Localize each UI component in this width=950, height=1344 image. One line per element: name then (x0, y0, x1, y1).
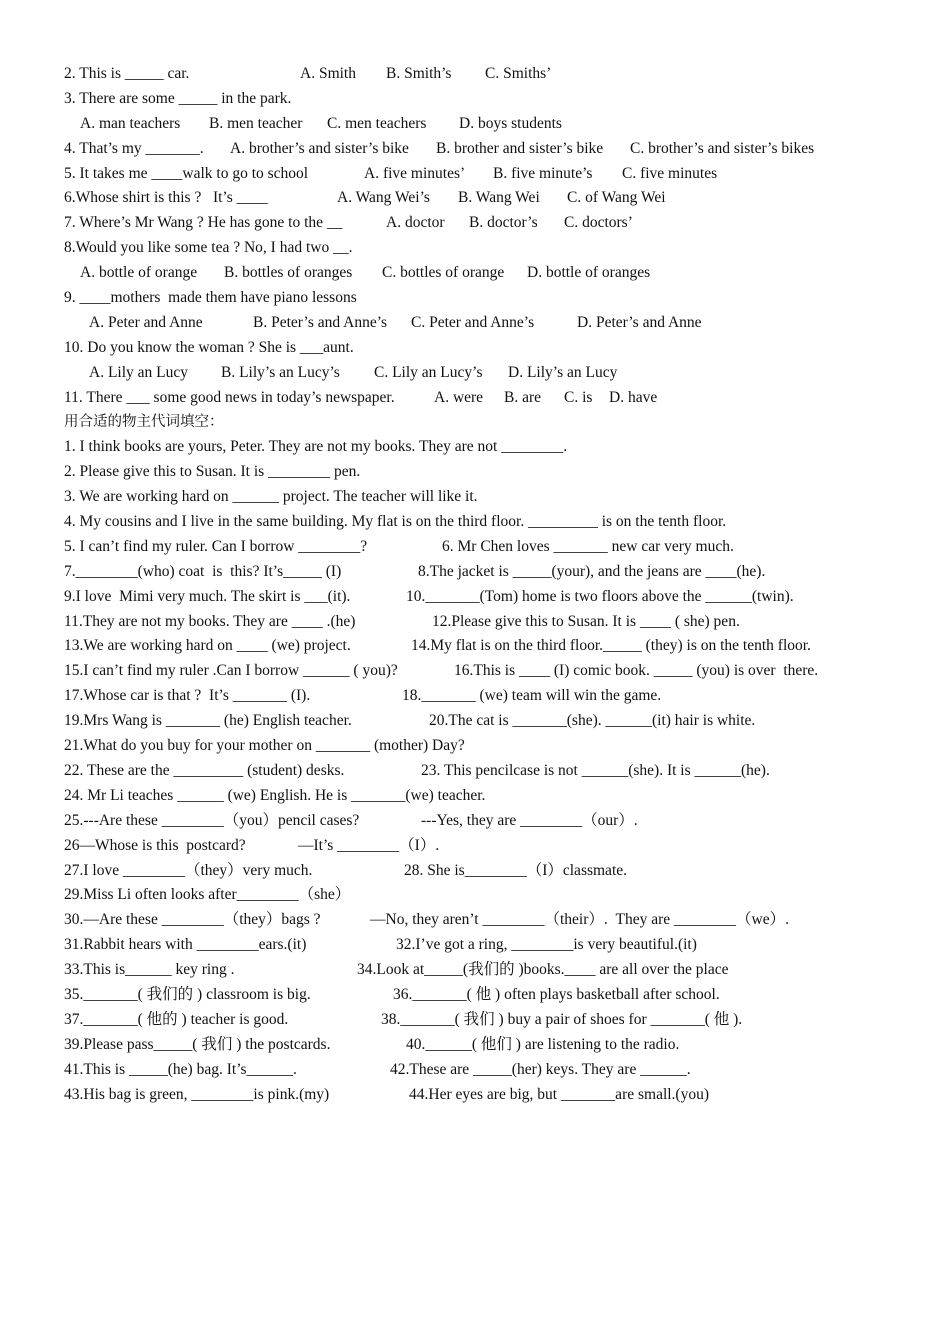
line-q8-options-text-0: A. bottle of orange (80, 264, 198, 282)
line-p27-28-text-0: 27.I love ________（they）very much. (64, 861, 313, 879)
line-q10-text-0: 10. Do you know the woman ? She is ___aunt. (64, 338, 354, 356)
line-p3-text-0: 3. We are working hard on ______ project. The teacher will like it. (64, 488, 478, 506)
line-p26-text-1: —It’s ________（I）. (298, 836, 440, 854)
line-q3-options-text-3: D. boys students (459, 114, 562, 132)
line-section-heading-text-0: 用合适的物主代词填空： (64, 414, 224, 431)
line-p9-10-text-0: 9.I love Mimi very much. The skirt is ___(it). (64, 587, 351, 605)
line-q10-options-text-2: C. Lily an Lucy’s (374, 363, 483, 381)
line-p43-44-text-0: 43.His bag is green, ________is pink.(my) (64, 1085, 330, 1103)
line-p5-6-text-0: 5. I can’t find my ruler. Can I borrow ________? (64, 537, 368, 555)
line-q3-options (64, 112, 924, 137)
line-q11-text-0: 11. There ___ some good news in today’s newspaper. (64, 388, 395, 406)
line-p13-14-text-1: 14.My flat is on the third floor._____ (they) is on the tenth floor. (411, 637, 811, 655)
line-p15-16-text-1: 16.This is ____ (I) comic book. _____ (you) is over there. (454, 662, 819, 680)
line-q5-text-0: 5. It takes me ____walk to go to school (64, 164, 309, 182)
line-p25-text-0: 25.---Are these ________（you）pencil cases? (64, 811, 360, 829)
line-q7-text-3: C. doctors’ (564, 214, 633, 232)
line-p39-40-text-1: 40.______( 他们 ) are listening to the radio. (406, 1035, 680, 1053)
line-p13-14 (64, 634, 924, 659)
line-p21-text-0: 21.What do you buy for your mother on _______ (mother) Day? (64, 737, 465, 755)
line-p13-14-text-0: 13.We are working hard on ____ (we) project. (64, 637, 351, 655)
line-p30-text-1: —No, they aren’t ________（their）. They are ________（we）. (370, 911, 789, 929)
line-q10-options-text-3: D. Lily’s an Lucy (508, 363, 618, 381)
line-q8 (64, 236, 924, 261)
line-p43-44-text-1: 44.Her eyes are big, but _______are small.(you) (409, 1085, 710, 1103)
line-q7 (64, 211, 924, 236)
line-p11-12-text-1: 12.Please give this to Susan. It is ____ ( she) pen. (432, 612, 740, 630)
line-q3-options-text-2: C. men teachers (327, 114, 427, 132)
line-q6-text-0: 6.Whose shirt is this ? It’s ____ (64, 189, 268, 207)
line-p21 (64, 734, 924, 759)
line-p3 (64, 485, 924, 510)
line-p33-34 (64, 958, 924, 983)
line-q5-text-2: B. five minute’s (493, 164, 593, 182)
line-p41-42 (64, 1058, 924, 1083)
line-q7-text-1: A. doctor (386, 214, 445, 232)
line-p11-12 (64, 610, 924, 635)
line-p22-23-text-0: 22. These are the _________ (student) desks. (64, 761, 345, 779)
line-p35-36-text-1: 36._______( 他 ) often plays basketball after school. (393, 985, 720, 1003)
line-q8-options-text-2: C. bottles of orange (382, 264, 505, 282)
line-p37-38 (64, 1008, 924, 1033)
line-p37-38-text-1: 38._______( 我们 ) buy a pair of shoes for _______( 他 ). (381, 1010, 743, 1028)
line-p5-6 (64, 535, 924, 560)
line-q2-text-1: A. Smith (300, 65, 356, 82)
line-q9-options-text-2: C. Peter and Anne’s (411, 313, 535, 331)
line-q4 (64, 137, 924, 162)
line-p17-18-text-0: 17.Whose car is that ? It’s _______ (I). (64, 687, 311, 705)
line-q6 (64, 186, 924, 211)
line-p4 (64, 510, 924, 535)
line-p25 (64, 809, 924, 834)
line-q4-text-0: 4. That’s my _______. (64, 139, 204, 157)
line-p11-12-text-0: 11.They are not my books. They are ____ .(he) (64, 612, 356, 630)
line-q10-options-text-1: B. Lily’s an Lucy’s (221, 363, 340, 381)
line-p24 (64, 784, 924, 809)
line-p17-18 (64, 684, 924, 709)
line-q3 (64, 87, 924, 112)
line-q6-text-2: B. Wang Wei (458, 189, 540, 207)
line-q10-options-text-0: A. Lily an Lucy (89, 363, 189, 381)
line-section-heading (64, 410, 924, 435)
line-p39-40-text-0: 39.Please pass_____( 我们 ) the postcards. (64, 1035, 331, 1053)
line-q2-text-2: B. Smith’s (386, 65, 452, 82)
line-q7-text-0: 7. Where’s Mr Wang ? He has gone to the __ (64, 214, 343, 232)
line-p2 (64, 460, 924, 485)
line-p15-16-text-0: 15.I can’t find my ruler .Can I borrow ______ ( you)? (64, 662, 398, 680)
line-q9-options-text-0: A. Peter and Anne (89, 313, 203, 331)
line-q6-text-3: C. of Wang Wei (567, 189, 666, 207)
line-p9-10-text-1: 10._______(Tom) home is two floors above the ______(twin). (406, 587, 794, 605)
line-q9-options-text-3: D. Peter’s and Anne (577, 313, 702, 331)
line-p43-44 (64, 1083, 924, 1108)
line-p1-text-0: 1. I think books are yours, Peter. They are not my books. They are not ________. (64, 438, 568, 456)
line-p35-36 (64, 983, 924, 1008)
line-q9-text-0: 9. ____mothers made them have piano lessons (64, 289, 357, 307)
line-p19-20-text-0: 19.Mrs Wang is _______ (he) English teacher. (64, 712, 352, 730)
line-q5-text-1: A. five minutes’ (364, 164, 466, 182)
line-p22-23 (64, 759, 924, 784)
line-p26-text-0: 26—Whose is this postcard? (64, 836, 246, 854)
line-p31-32-text-1: 32.I’ve got a ring, ________is very beautiful.(it) (396, 936, 697, 954)
line-q4-text-3: C. brother’s and sister’s bikes (630, 139, 815, 157)
line-p37-38-text-0: 37._______( 他的 ) teacher is good. (64, 1010, 289, 1028)
line-p17-18-text-1: 18._______ (we) team will win the game. (402, 687, 662, 705)
line-q5-text-3: C. five minutes (622, 164, 718, 182)
line-p30 (64, 908, 924, 933)
line-p24-text-0: 24. Mr Li teaches ______ (we) English. He is _______(we) teacher. (64, 786, 486, 804)
line-p41-42-text-0: 41.This is _____(he) bag. It’s______. (64, 1060, 297, 1078)
line-p26 (64, 834, 924, 859)
line-p30-text-0: 30.—Are these ________（they）bags ? (64, 911, 321, 929)
line-q11 (64, 386, 924, 411)
line-q11-text-1: A. were (434, 388, 484, 406)
line-p19-20 (64, 709, 924, 734)
line-q3-options-text-1: B. men teacher (209, 114, 303, 132)
line-q10-options (64, 361, 924, 386)
line-p22-23-text-1: 23. This pencilcase is not ______(she). It is ______(he). (421, 761, 770, 779)
line-p27-28 (64, 859, 924, 884)
line-p7-8-text-0: 7.________(who) coat is this? It’s_____ (I) (64, 562, 342, 580)
line-q8-options-text-3: D. bottle of oranges (527, 264, 651, 282)
line-p5-6-text-1: 6. Mr Chen loves _______ new car very much. (442, 537, 734, 555)
line-q11-text-3: C. is (564, 388, 593, 406)
line-p39-40 (64, 1033, 924, 1058)
line-q5 (64, 162, 924, 187)
line-q2-text-0: 2. This is _____ car. (64, 65, 190, 82)
line-q6-text-1: A. Wang Wei’s (337, 189, 430, 207)
line-q3-options-text-0: A. man teachers (80, 114, 181, 132)
line-p35-36-text-0: 35._______( 我们的 ) classroom is big. (64, 985, 311, 1003)
line-p25-text-1: ---Yes, they are ________（our）. (421, 811, 638, 829)
line-p2-text-0: 2. Please give this to Susan. It is ________ pen. (64, 463, 361, 481)
line-q9-options-text-1: B. Peter’s and Anne’s (253, 313, 388, 331)
line-p29 (64, 883, 924, 908)
line-p31-32-text-0: 31.Rabbit hears with ________ears.(it) (64, 936, 307, 954)
line-p15-16 (64, 659, 924, 684)
worksheet (64, 62, 924, 1107)
line-q7-text-2: B. doctor’s (469, 214, 538, 232)
line-q10 (64, 336, 924, 361)
line-p29-text-0: 29.Miss Li often looks after________（she） (64, 886, 351, 904)
line-q11-text-2: B. are (504, 388, 542, 406)
line-p1 (64, 435, 924, 460)
line-p7-8 (64, 560, 924, 585)
line-q3-text-0: 3. There are some _____ in the park. (64, 89, 292, 107)
line-q2 (64, 62, 924, 87)
line-p27-28-text-1: 28. She is________（I）classmate. (404, 861, 628, 879)
line-q11-text-4: D. have (609, 388, 658, 406)
line-q9-options (64, 311, 924, 336)
line-p41-42-text-1: 42.These are _____(her) keys. They are ______. (390, 1060, 691, 1078)
line-p4-text-0: 4. My cousins and I live in the same building. My flat is on the third floor. _________ is on the tenth floor. (64, 513, 727, 531)
line-p33-34-text-1: 34.Look at_____(我们的 )books.____ are all over the place (357, 961, 729, 979)
line-q8-options (64, 261, 924, 286)
line-q2-text-3: C. Smiths’ (485, 65, 552, 82)
line-q4-text-2: B. brother and sister’s bike (436, 139, 604, 157)
line-q4-text-1: A. brother’s and sister’s bike (230, 139, 409, 157)
line-p19-20-text-1: 20.The cat is _______(she). ______(it) hair is white. (429, 712, 756, 730)
line-q8-text-0: 8.Would you like some tea ? No, I had two __. (64, 239, 353, 257)
line-p7-8-text-1: 8.The jacket is _____(your), and the jeans are ____(he). (418, 562, 766, 580)
line-p33-34-text-0: 33.This is______ key ring . (64, 961, 235, 979)
line-p9-10 (64, 585, 924, 610)
line-p31-32 (64, 933, 924, 958)
line-q8-options-text-1: B. bottles of oranges (224, 264, 353, 282)
line-q9 (64, 286, 924, 311)
